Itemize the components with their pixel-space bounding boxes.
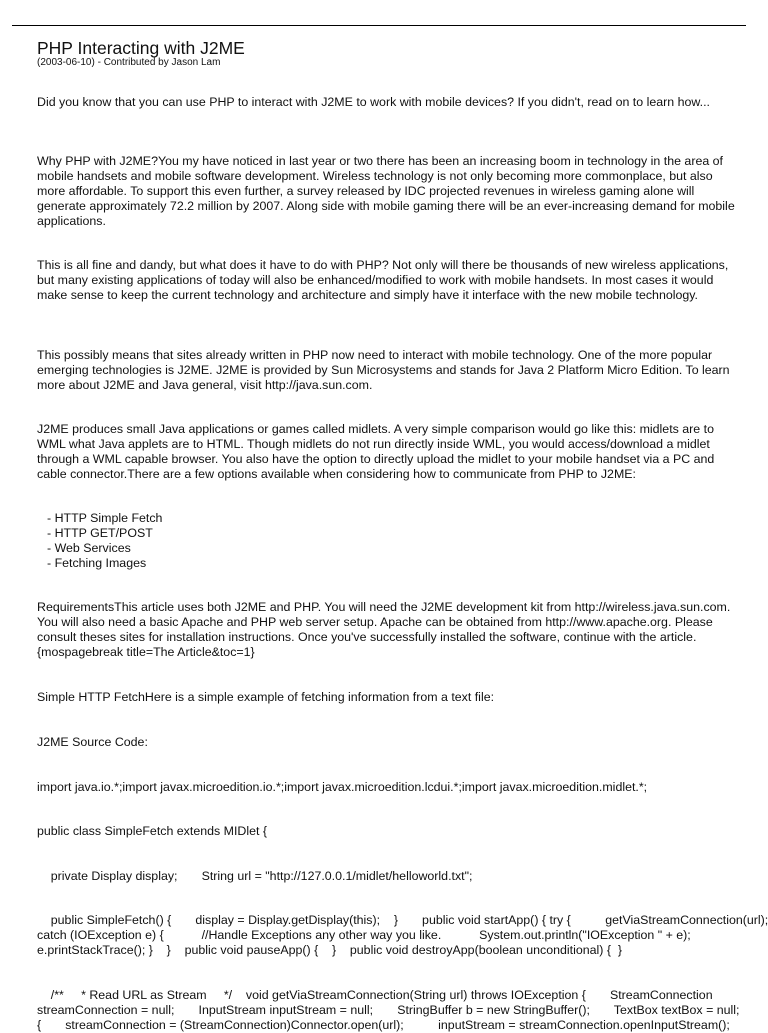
code-line: catch (IOException e) { //Handle Exceptions any other way you like. System.out.println("IOException " + e); [37,928,691,942]
list-item: - HTTP Simple Fetch [47,511,163,525]
code-line: /** * Read URL as Stream */ void getViaStreamConnection(String url) throws IOException { StreamConnection [37,988,713,1002]
code-fields: private Display display; String url = "http://127.0.0.1/midlet/helloworld.txt"; [37,869,473,883]
code-line: streamConnection = null; InputStream inputStream = null; StringBuffer b = new StringBuffer(); TextBox textBox = null; [37,1003,740,1017]
code-line: e.printStackTrace(); } } public void pauseApp() { } public void destroyApp(boolean unconditional) { } [37,943,622,957]
code-class-declaration: public class SimpleFetch extends MIDlet { [37,824,268,838]
top-rule [12,25,746,26]
list-item: - Web Services [47,541,131,555]
code-line: { streamConnection = (StreamConnection)Connector.open(url); inputStream = streamConnection.openInputStream(); [37,1018,730,1032]
page-title: PHP Interacting with J2ME [37,38,245,58]
list-item: - Fetching Images [47,556,147,570]
midlets-paragraph: J2ME produces small Java applications or games called midlets. A very simple comparison would go like this: midlets are to WML what Java applets are to HTML. Though midlets do not run directly inside WML, you would access/download a midlet through a WML capable browser. You also have the option to directly upload the midlet to your mobile handset via a PC and cable connector.There are a few options available when considering how to communicate from PHP to J2ME: [37,422,715,481]
article-byline: (2003-06-10) - Contributed by Jason Lam [37,57,221,68]
source-code-label: J2ME Source Code: [37,735,148,749]
intro-paragraph: Did you know that you can use PHP to interact with J2ME to work with mobile devices? If you didn't, read on to learn how... [37,95,710,109]
dandy-paragraph: This is all fine and dandy, but what does it have to do with PHP? Not only will there be thousands of new wireless applications, but many existing applications of today will also be enhanced/modified to work with mobile handsets. In most cases it would make sense to keep the current technology and architecture and simply have it interface with the new mobile technology. [37,258,729,302]
simple-fetch-heading: Simple HTTP FetchHere is a simple example of fetching information from a text file: [37,690,495,704]
code-imports: import java.io.*;import javax.microedition.io.*;import javax.microedition.lcdui.*;import javax.microedition.midlet.*; [37,780,648,794]
why-paragraph: Why PHP with J2ME?You my have noticed in last year or two there has been an increasing boom in technology in the area of mobile handsets and mobile software development. Wireless technology is not only becoming more commonplace, but also more affordable. To support this even further, a survey released by IDC projected revenues in wireless gaming alone will generate approximately 72.2 million by 2007. Along side with mobile gaming there will be an ever-increasing demand for mobile applications. [37,154,735,228]
code-line: public SimpleFetch() { display = Display.getDisplay(this); } public void startApp() { try { getViaStreamConnection(url); [37,913,768,927]
requirements-paragraph: RequirementsThis article uses both J2ME and PHP. You will need the J2ME development kit from http://wireless.java.sun.com. You will also need a basic Apache and PHP web server setup. Apache can be obtained from http://www.apache.org. Please consult theses sites for installation instructions. Once you've successfully installed the software, continue with the article.{mospagebreak title=The Article&toc=1} [37,600,731,659]
possibly-paragraph: This possibly means that sites already written in PHP now need to interact with mobile technology. One of the more popular emerging technologies is J2ME. J2ME is provided by Sun Microsystems and stands for Java 2 Platform Micro Edition. To learn more about J2ME and Java general, visit http://java.sun.com. [37,348,730,392]
list-item: - HTTP GET/POST [47,526,153,540]
